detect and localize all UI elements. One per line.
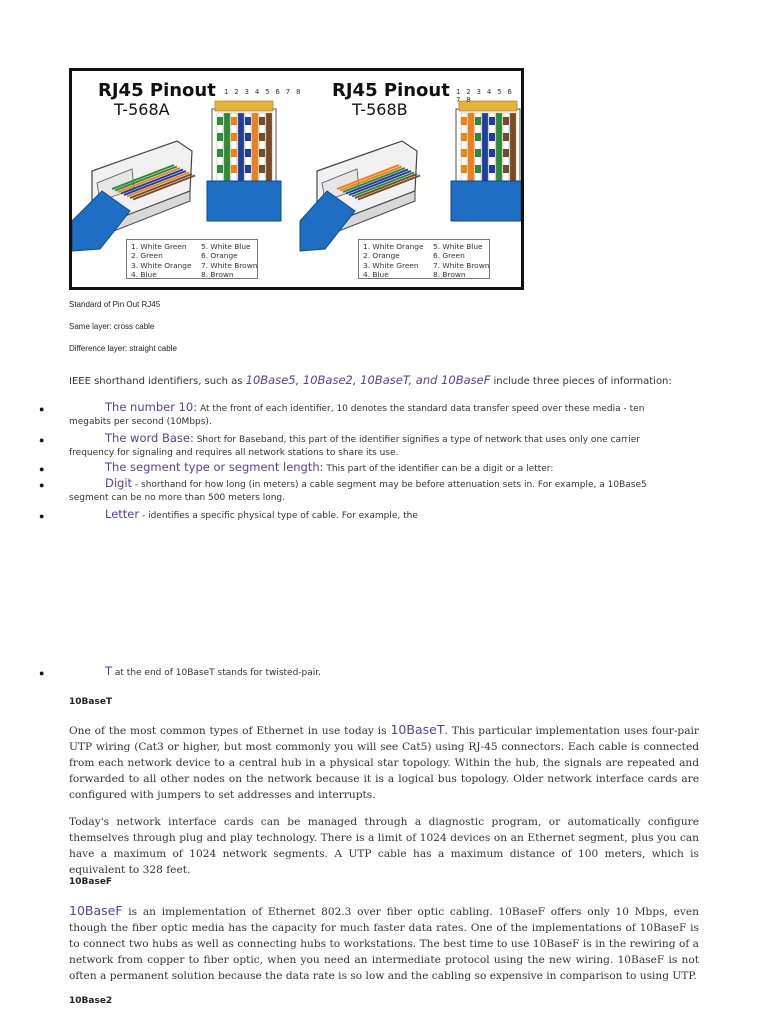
section-heading: 10BaseT — [69, 697, 113, 707]
paragraph — [69, 722, 699, 803]
wire-stripe-band — [503, 149, 509, 157]
intro-text: IEEE shorthand identifiers, such as — [69, 376, 246, 387]
legend-item: 3. White Green — [363, 260, 419, 270]
wire-stripe-band — [259, 117, 265, 125]
left-pin-numbers: 1 2 3 4 5 6 7 8 — [224, 88, 303, 96]
wire-stripe — [496, 113, 502, 181]
wire-stripe-band — [475, 165, 481, 173]
wire-stripe-band — [231, 149, 237, 157]
wire-stripe-band — [503, 165, 509, 173]
wire-stripe-band — [489, 149, 495, 157]
paragraph-rest: . This particular implementation uses four-pair UTP wiring (Cat3 or higher, but most commonly you will see Cat5) using RJ-45 connectors. Each cable is connected from each network device to a central hub in a physical star topology. Within the hub, the signals are repeated and forwarded to all other nodes on the network because it is a logical bus topology. Older network interface cards are configured with jumpers to set addresses and interrupts. — [69, 725, 699, 801]
right-pin-numbers: 1 2 3 4 5 6 7 8 — [456, 88, 514, 104]
wire-stripe-band — [461, 117, 467, 125]
wire-stripe-band — [475, 117, 481, 125]
wire-stripe — [224, 113, 230, 181]
wire-stripe-band — [489, 165, 495, 173]
wire-stripe — [252, 113, 258, 181]
wire-stripe-band — [231, 133, 237, 141]
bullet-text: This part of the identifier can be a digit or a letter: — [323, 464, 554, 474]
wire-stripe-band — [245, 133, 251, 141]
wire-stripe-band — [259, 133, 265, 141]
paragraph-highlight: 10BaseF — [69, 903, 123, 918]
intro-text-end: include three pieces of information: — [490, 376, 672, 387]
left-front-view — [207, 101, 281, 221]
right-color-legend — [358, 239, 490, 279]
wire-stripe-band — [217, 117, 223, 125]
paragraph-highlight: 10BaseT — [390, 722, 445, 737]
wire-stripe-band — [231, 117, 237, 125]
wire-stripe-band — [475, 133, 481, 141]
bullet-dot: ● — [39, 480, 45, 490]
legend-item: 5. White Blue — [433, 242, 483, 251]
wire-stripe-band — [503, 133, 509, 141]
legend-item: 2. Orange — [363, 251, 400, 261]
legend-item: 5. White Blue — [201, 242, 251, 251]
wire-stripe-band — [259, 149, 265, 157]
intro-sentence — [69, 373, 672, 387]
bullet-term: Digit — [105, 476, 133, 490]
wire-stripe-band — [461, 133, 467, 141]
wire-stripe — [510, 113, 516, 181]
wire-stripe — [468, 113, 474, 181]
legend-item: 6. Green — [433, 251, 465, 261]
bullet-term: The segment type or segment length: — [105, 460, 324, 474]
bullet-term: Letter — [105, 507, 140, 521]
wire-stripe — [482, 113, 488, 181]
left-pinout-subtitle: T-568A — [114, 100, 170, 119]
wire-stripe — [238, 113, 244, 181]
bullet-text: At the front of each identifier, 10 denotes the standard data transfer speed over these media - ten megabits per second (10Mbps). — [69, 404, 645, 427]
left-pinout-title: RJ45 Pinout — [98, 80, 216, 101]
same-layer-note: Same layer: cross cable — [69, 322, 155, 331]
wire-stripe-band — [231, 165, 237, 173]
paragraph-rest: is an implementation of Ethernet 802.3 over fiber optic cabling. 10BaseF offers only 10 Mbps, even though the fiber optic media has the capacity for much faster data rates. One of the implementations of 10BaseF is to connect two hubs as well as connecting hubs to workstations. The best time to use 10BaseF is in the rewiring of a network from copper to fiber optic, when you need an intermediate protocol using the new wiring. 10BaseF is not often a permanent solution because the data rate is so low and the cabling so expensive in comparison to using UTP. — [69, 906, 699, 982]
difference-layer-note: Difference layer: straight cable — [69, 344, 177, 353]
right-pinout-subtitle: T-568B — [352, 100, 408, 119]
wire-stripe-band — [217, 133, 223, 141]
bullet-text: at the end of 10BaseT stands for twisted-pair. — [112, 668, 322, 678]
bullet-term: The word Base: — [105, 431, 194, 445]
wire-stripe-band — [217, 149, 223, 157]
bullet-dot: ● — [39, 464, 45, 474]
paragraph — [69, 903, 699, 984]
bullet-text: Short for Baseband, this part of the identifier signifies a type of network that uses only one carrier frequency for signaling and requires all network stations to share its use. — [69, 435, 640, 458]
legend-item: 7. White Brown — [201, 260, 258, 270]
wire-stripe-band — [503, 117, 509, 125]
paragraph-lead: One of the most common types of Ethernet in use today is — [69, 725, 391, 737]
bullet-dot: ● — [39, 435, 45, 445]
wire-stripe-band — [245, 165, 251, 173]
intro-highlight: 10Base5, 10Base2, 10BaseT, and 10BaseF — [245, 373, 491, 387]
bullet-text: - shorthand for how long (in meters) a cable segment may be before attenuation sets in. For example, a 10Base5 segment can be no more than 500 meters long. — [69, 480, 647, 503]
section-heading: 10Base2 — [69, 996, 113, 1006]
wire-stripe-band — [259, 165, 265, 173]
legend-item: 3. White Orange — [131, 260, 192, 270]
bullet-text: - identifies a specific physical type of cable. For example, the — [139, 511, 418, 521]
legend-item: 2. Green — [131, 251, 163, 261]
right-pinout-title: RJ45 Pinout — [332, 80, 450, 101]
wire-stripe-band — [245, 117, 251, 125]
bullet-dot: ● — [39, 668, 45, 678]
wire-stripe-band — [217, 165, 223, 173]
legend-item: 8. Brown — [433, 270, 466, 280]
wire-stripe — [266, 113, 272, 181]
bullet-term: The number 10: — [105, 400, 198, 414]
bullet-term: T — [105, 664, 113, 678]
wire-stripe-band — [461, 149, 467, 157]
left-connector-drawing — [72, 141, 195, 251]
wire-stripe-band — [489, 133, 495, 141]
paragraph: Today's network interface cards can be managed through a diagnostic program, or automatically configure themselves through plug and play technology. There is a limit of 1024 devices on an Ethernet segment, plus you can have a maximum of 1024 network segments. A UTP cable has a maximum distance of 100 meters, which is equivalent to 328 feet. — [69, 816, 699, 876]
legend-item: 1. White Orange — [363, 242, 424, 251]
wire-stripe-band — [245, 149, 251, 157]
wire-stripe-band — [461, 165, 467, 173]
legend-item: 8. Brown — [201, 270, 234, 280]
wire-stripe-band — [489, 117, 495, 125]
legend-item: 1. White Green — [131, 242, 187, 251]
right-connector-drawing — [300, 141, 420, 251]
legend-item: 6. Orange — [201, 251, 238, 261]
wire-stripe-band — [475, 149, 481, 157]
bullet-dot: ● — [39, 404, 45, 414]
rj45-pinout-figure — [69, 68, 524, 290]
left-color-legend — [126, 239, 258, 279]
figure-caption: Standard of Pin Out RJ45 — [69, 300, 161, 309]
section-heading: 10BaseF — [69, 877, 113, 887]
right-front-view — [451, 101, 521, 221]
legend-item: 4. Blue — [363, 270, 389, 280]
legend-item: 4. Blue — [131, 270, 157, 280]
legend-item: 7. White Brown — [433, 260, 490, 270]
bullet-dot: ● — [39, 511, 45, 521]
